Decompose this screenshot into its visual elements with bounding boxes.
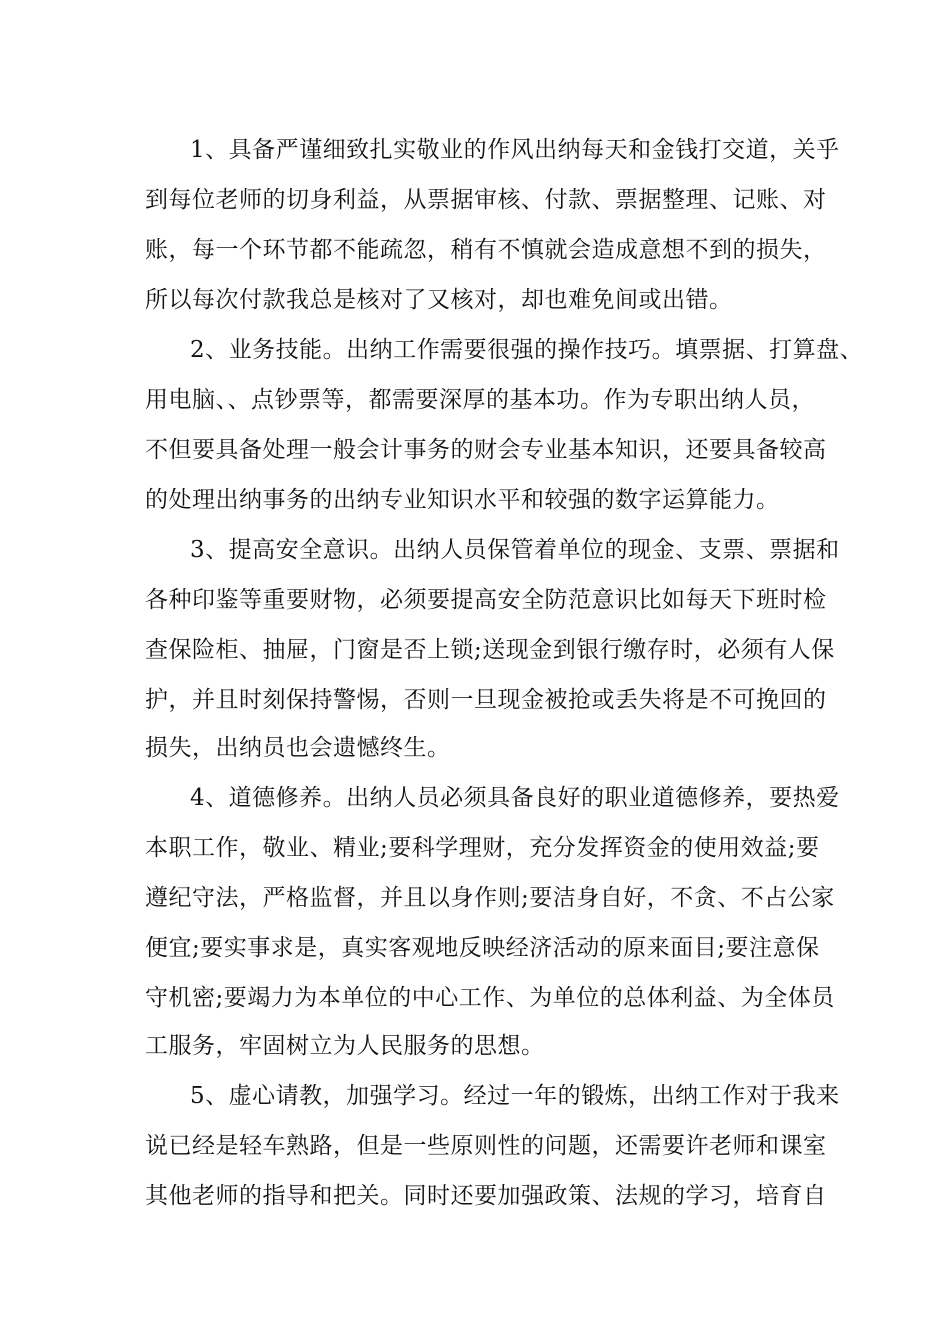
- paragraph-4-line-4: 便宜;要实事求是，真实客观地反映经济活动的原来面目;要注意保: [145, 935, 820, 961]
- paragraph-3-line-4: 护，并且时刻保持警惕，否则一旦现金被抢或丢失将是不可挽回的: [145, 687, 827, 713]
- paragraph-3-line-3: 查保险柜、抽屉，门窗是否上锁;送现金到银行缴存时，必须有人保: [145, 637, 835, 663]
- paragraph-2-line-2: 用电脑、、点钞票等，都需要深厚的基本功。作为专职出纳人员，: [145, 387, 815, 413]
- paragraph-5-line-1: 5、虚心请教，加强学习。经过一年的锻炼，出纳工作对于我来: [190, 1083, 840, 1109]
- paragraph-1-line-4: 所以每次付款我总是核对了又核对，却也难免间或出错。: [145, 287, 733, 313]
- paragraph-4-line-3: 遵纪守法，严格监督，并且以身作则;要洁身自好，不贪、不占公家: [145, 885, 835, 911]
- paragraph-5-line-2: 说已经是轻车熟路，但是一些原则性的问题，还需要许老师和课室: [145, 1133, 827, 1159]
- paragraph-4-line-1: 4、道德修养。出纳人员必须具备良好的职业道德修养，要热爱: [190, 785, 840, 811]
- paragraph-1-line-1: 1、具备严谨细致扎实敬业的作风出纳每天和金钱打交道，关乎: [190, 137, 840, 163]
- paragraph-4-line-5: 守机密;要竭力为本单位的中心工作、为单位的总体利益、为全体员: [145, 985, 835, 1011]
- paragraph-4-line-6: 工服务，牢固树立为人民服务的思想。: [145, 1033, 545, 1059]
- paragraph-3-line-5: 损失，出纳员也会遗憾终生。: [145, 735, 451, 761]
- paragraph-5-line-3: 其他老师的指导和把关。同时还要加强政策、法规的学习，培育自: [145, 1183, 827, 1209]
- paragraph-2-line-3: 不但要具备处理一般会计事务的财会专业基本知识，还要具备较高: [145, 437, 827, 463]
- paragraph-2-line-4: 的处理出纳事务的出纳专业知识水平和较强的数字运算能力。: [145, 487, 780, 513]
- paragraph-3-line-1: 3、提高安全意识。出纳人员保管着单位的现金、支票、票据和: [190, 537, 840, 563]
- paragraph-1-line-2: 到每位老师的切身利益，从票据审核、付款、票据整理、记账、对: [145, 187, 827, 213]
- paragraph-1-line-3: 账，每一个环节都不能疏忽，稍有不慎就会造成意想不到的损失，: [145, 237, 827, 263]
- paragraph-3-line-2: 各种印鉴等重要财物，必须要提高安全防范意识比如每天下班时检: [145, 587, 827, 613]
- paragraph-4-line-2: 本职工作，敬业、精业;要科学理财，充分发挥资金的使用效益;要: [145, 835, 820, 861]
- paragraph-2-line-1: 2、业务技能。出纳工作需要很强的操作技巧。填票据、打算盘、: [190, 337, 864, 363]
